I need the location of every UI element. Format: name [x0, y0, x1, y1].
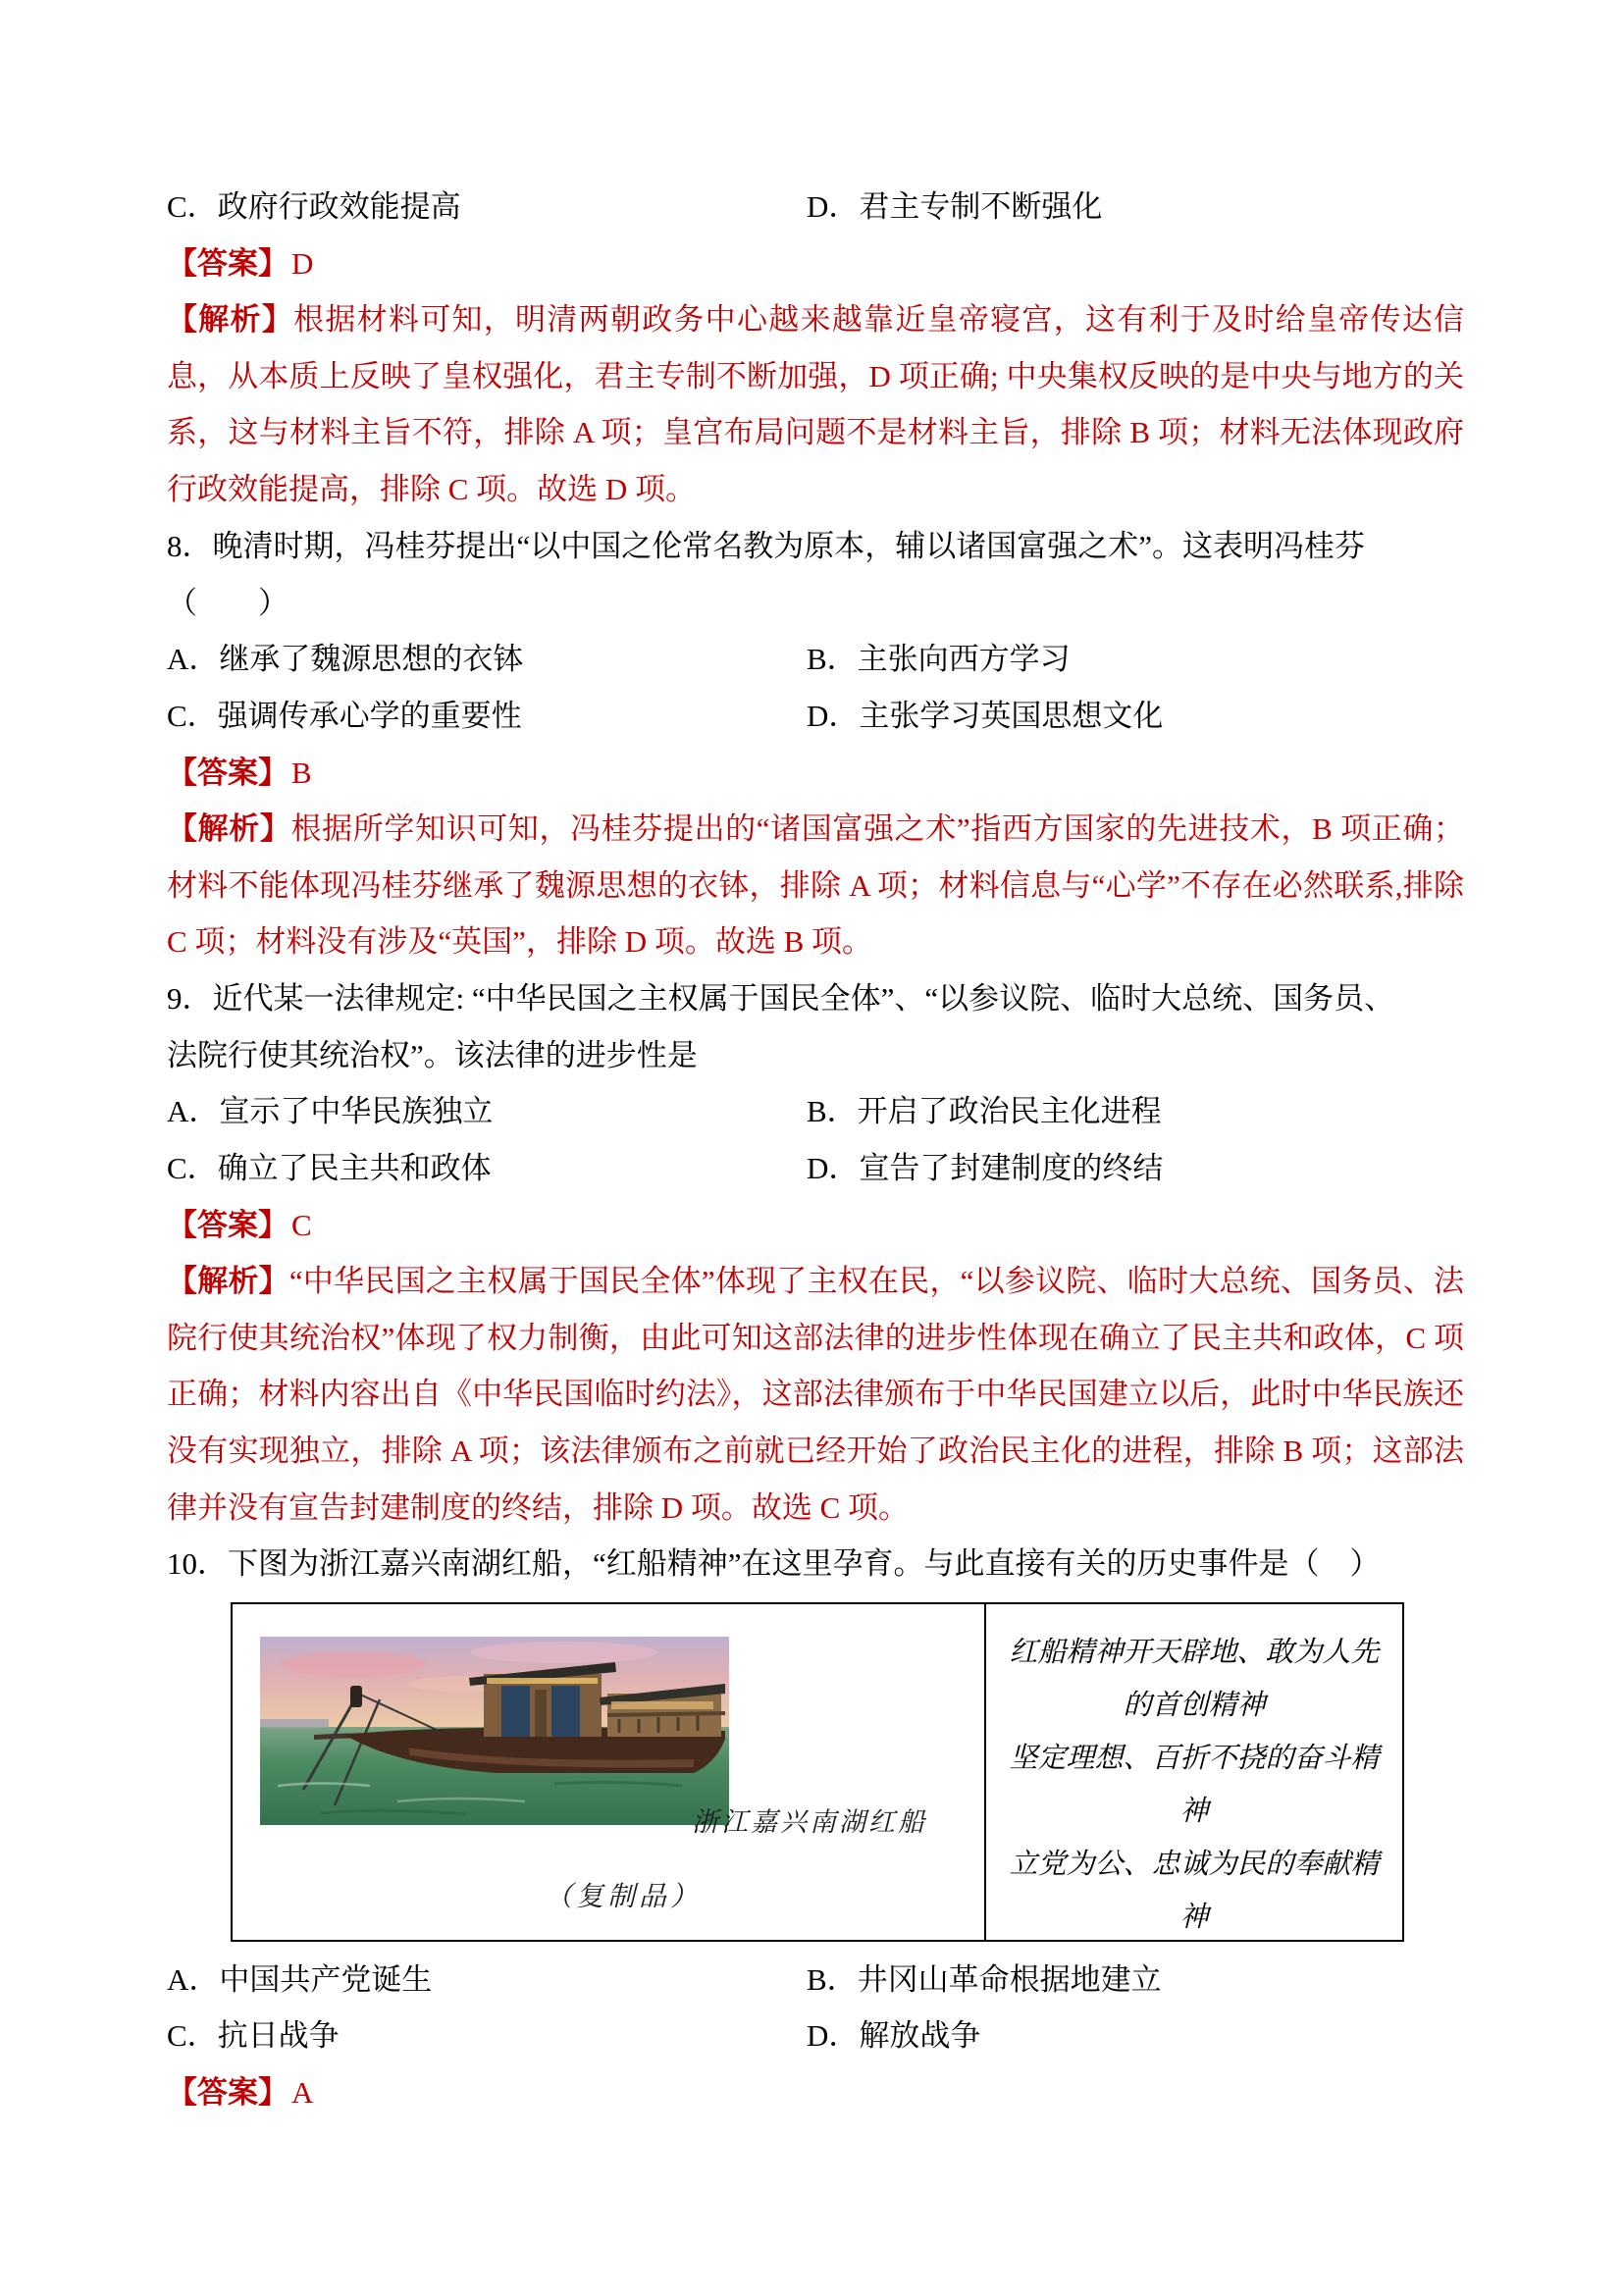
q8-explanation [167, 801, 1464, 970]
q8-options-row1 [167, 631, 1464, 688]
answer-label: 【答案】 [167, 245, 288, 281]
q8-option-c: C．强调传承心学的重要性 [167, 698, 522, 733]
q9-answer-line [167, 1197, 1464, 1254]
red-boat-photo [260, 1637, 729, 1825]
q7-explanation-text: 根据材料可知，明清两朝政务中心越来越靠近皇帝寝宫，这有利于及时给皇帝传达信息，从本质上反映了皇权强化，君主专制不断加强，D 项正确; 中央集权反映的是中央与地方的关系，这与材料主旨不符，排除 A 项；皇宫布局问题不是材料主旨，排除 B 项；材料无法体现政府行政效能提高，排除 C 项。故选 D 项。 [167, 302, 1465, 506]
q10-answer-line [167, 2064, 1464, 2121]
q10-option-a: A．中国共产党诞生 [167, 1961, 433, 1997]
analysis-label: 【解析】 [167, 811, 291, 847]
spirit-line: 红船精神开天辟地、敢为人先的首创精神 [1009, 1636, 1380, 1721]
q7-option-d: D．君主专制不断强化 [807, 189, 1103, 224]
q7-explanation [167, 291, 1464, 518]
q10-answer-value: A [291, 2074, 314, 2110]
q9-explanation [167, 1253, 1464, 1536]
q7-answer-value: D [291, 245, 314, 281]
q9-explanation-text: “中华民国之主权属于国民全体”体现了主权在民，“以参议院、临时大总统、国务员、法院行使其统治权”体现了权力制衡，由此可知这部法律的进步性体现在确立了民主共和政体，C 项正确；材料内容出自《中华民国临时约法》，这部法律颁布于中华民国建立以后，此时中华民族还没有实现独立，排除 A 项；该法律颁布之前就已经开始了政治民主化的进程，排除 B 项；这部法律并没有宣告封建制度的终结，排除 D 项。故选 C 项。 [167, 1264, 1464, 1525]
q8-answer-value: B [291, 755, 312, 790]
answer-label: 【答案】 [167, 755, 288, 790]
answer-label: 【答案】 [167, 1207, 288, 1242]
red-boat-spirit-panel [986, 1604, 1402, 1940]
q9-stem-line1: 9．近代某一法律规定: “中华民国之主权属于国民全体”、“以参议院、临时大总统、国务员、 [167, 981, 1395, 1017]
analysis-label: 【解析】 [167, 302, 294, 338]
answer-label: 【答案】 [167, 2074, 288, 2110]
q10-option-c: C．抗日战争 [167, 2018, 340, 2054]
page-content [167, 179, 1464, 2121]
q10-option-b: B．井冈山革命根据地建立 [807, 1961, 1162, 1997]
q9-options-row2 [167, 1140, 1464, 1197]
replica-label: （复制品） [545, 1881, 703, 1912]
q8-stem-paren: （ ） [167, 585, 288, 620]
q8-option-d: D．主张学习英国思想文化 [807, 698, 1164, 733]
q10-figure-cell [233, 1604, 986, 1940]
analysis-label: 【解析】 [167, 1264, 289, 1299]
q7-option-c: C．政府行政效能提高 [167, 189, 461, 224]
photo-caption: 浙江嘉兴南湖红船 [692, 1806, 927, 1837]
spirit-line: 坚定理想、百折不挠的奋斗精神 [1009, 1742, 1380, 1827]
q10-figure-table [231, 1602, 1404, 1942]
q8-stem: 8．晚清时期，冯桂芬提出“以中国之伦常名教为原本，辅以诸国富强之术”。这表明冯桂芬 [167, 529, 1366, 564]
q8-option-b: B．主张向西方学习 [807, 642, 1071, 677]
q7-options-row [167, 179, 1464, 235]
q9-answer-value: C [291, 1207, 312, 1242]
q10-options-row1 [167, 1952, 1464, 2009]
q10-stem: 10．下图为浙江嘉兴南湖红船，“红船精神”在这里孕育。与此直接有关的历史事件是（ ） [167, 1546, 1381, 1582]
q9-option-c: C．确立了民主共和政体 [167, 1150, 492, 1185]
q8-answer-line [167, 745, 1464, 802]
red-boat-illustration [260, 1637, 729, 1825]
q9-stem-line2: 法院行使其统治权”。该法律的进步性是 [167, 1037, 698, 1072]
q8-option-a: A．继承了魏源思想的衣钵 [167, 642, 524, 677]
q7-answer-line [167, 235, 1464, 292]
spirit-line: 立党为公、忠诚为民的奉献精神 [1009, 1848, 1380, 1933]
q8-explanation-text: 根据所学知识可知，冯桂芬提出的“诸国富强之术”指西方国家的先进技术，B 项正确；材料不能体现冯桂芬继承了魏源思想的衣钵，排除 A 项；材料信息与“心学”不存在必然联系,排除 C 项；材料没有涉及“英国”，排除 D 项。故选 B 项。 [167, 811, 1464, 960]
q10-option-d: D．解放战争 [807, 2018, 981, 2054]
q9-option-d: D．宣告了封建制度的终结 [807, 1150, 1164, 1185]
q9-option-a: A．宣示了中华民族独立 [167, 1094, 494, 1129]
q9-option-b: B．开启了政治民主化进程 [807, 1094, 1162, 1129]
q9-options-row1 [167, 1083, 1464, 1140]
q8-options-row2 [167, 688, 1464, 745]
q10-options-row2 [167, 2008, 1464, 2064]
